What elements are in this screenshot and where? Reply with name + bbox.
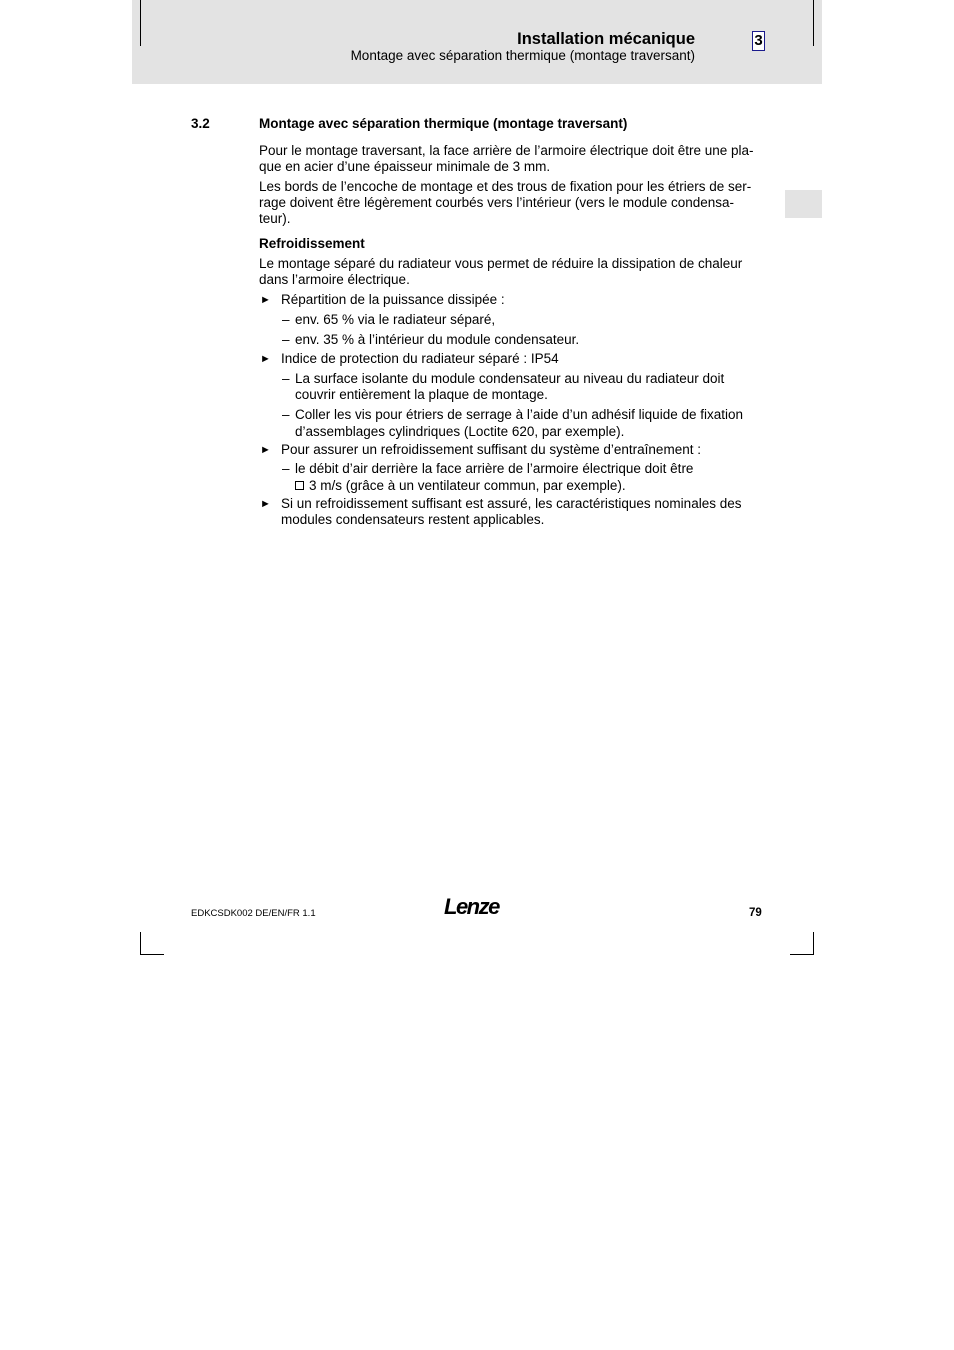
sub-bullet-text: Coller les vis pour étriers de serrage à l’aide d’un adhésif liquide de fixation [295, 407, 743, 422]
dash-icon: – [282, 332, 290, 347]
page-number: 79 [749, 907, 762, 919]
dash-icon: – [282, 371, 290, 386]
bullet-text: modules condensateurs restent applicables. [281, 512, 545, 527]
sub-bullet-text: 3 m/s (grâce à un ventilateur commun, par exemple). [309, 478, 626, 493]
side-tab [785, 190, 822, 218]
bullet-text: Pour assurer un refroidissement suffisant du système d’entraînement : [281, 442, 701, 457]
crop-mark-top-left [140, 0, 141, 46]
cooling-heading: Refroidissement [259, 236, 365, 251]
sub-bullet-text: env. 35 % à l’intérieur du module condensateur. [295, 332, 580, 347]
greater-equal-symbol-icon [295, 481, 304, 490]
paragraph-line: que en acier d’une épaisseur minimale de 3 mm. [259, 159, 551, 174]
bullet-arrow-icon: ► [260, 498, 271, 510]
bullet-arrow-icon: ► [260, 444, 271, 456]
paragraph-line: Le montage séparé du radiateur vous permet de réduire la dissipation de chaleur [259, 256, 743, 271]
sub-bullet-text: couvrir entièrement la plaque de montage. [295, 387, 548, 402]
crop-mark-bottom-right-h [790, 954, 814, 955]
header-subtitle: Montage avec séparation thermique (montage traversant) [350, 48, 695, 63]
paragraph-line: rage doivent être légèrement courbés vers l’intérieur (vers le module condensa- [259, 195, 734, 210]
bullet-arrow-icon: ► [260, 353, 271, 365]
paragraph-line: teur). [259, 211, 291, 226]
sub-bullet-text: La surface isolante du module condensateur au niveau du radiateur doit [295, 371, 725, 386]
bullet-text: Répartition de la puissance dissipée : [281, 292, 505, 307]
bullet-text: Si un refroidissement suffisant est assuré, les caractéristiques nominales des [281, 496, 742, 511]
sub-bullet-text: le débit d’air derrière la face arrière de l’armoire électrique doit être [295, 461, 694, 476]
paragraph-line: dans l’armoire électrique. [259, 272, 410, 287]
chapter-badge: 3 [752, 31, 765, 51]
dash-icon: – [282, 407, 290, 422]
sub-bullet-line [295, 478, 626, 494]
section-number: 3.2 [191, 116, 210, 131]
crop-mark-bottom-left-h [140, 954, 164, 955]
sub-bullet-text: d’assemblages cylindriques (Loctite 620, par exemple). [295, 424, 625, 439]
crop-mark-bottom-right-v [813, 932, 814, 955]
dash-icon: – [282, 312, 290, 327]
sub-bullet-text: env. 65 % via le radiateur séparé, [295, 312, 496, 327]
dash-icon: – [282, 461, 290, 476]
crop-mark-bottom-left-v [140, 932, 141, 955]
paragraph-line: Les bords de l’encoche de montage et des trous de fixation pour les étriers de ser- [259, 179, 752, 194]
footer-doc-id: EDKCSDK002 DE/EN/FR 1.1 [191, 908, 316, 919]
bullet-text: Indice de protection du radiateur séparé : IP54 [281, 351, 559, 366]
section-title: Montage avec séparation thermique (montage traversant) [259, 116, 628, 131]
header-band [132, 0, 822, 84]
crop-mark-top-right [813, 0, 814, 46]
paragraph-line: Pour le montage traversant, la face arrière de l’armoire électrique doit être une pla- [259, 143, 754, 158]
lenze-logo: Lenze [444, 894, 499, 919]
bullet-arrow-icon: ► [260, 294, 271, 306]
header-title: Installation mécanique [517, 30, 695, 48]
